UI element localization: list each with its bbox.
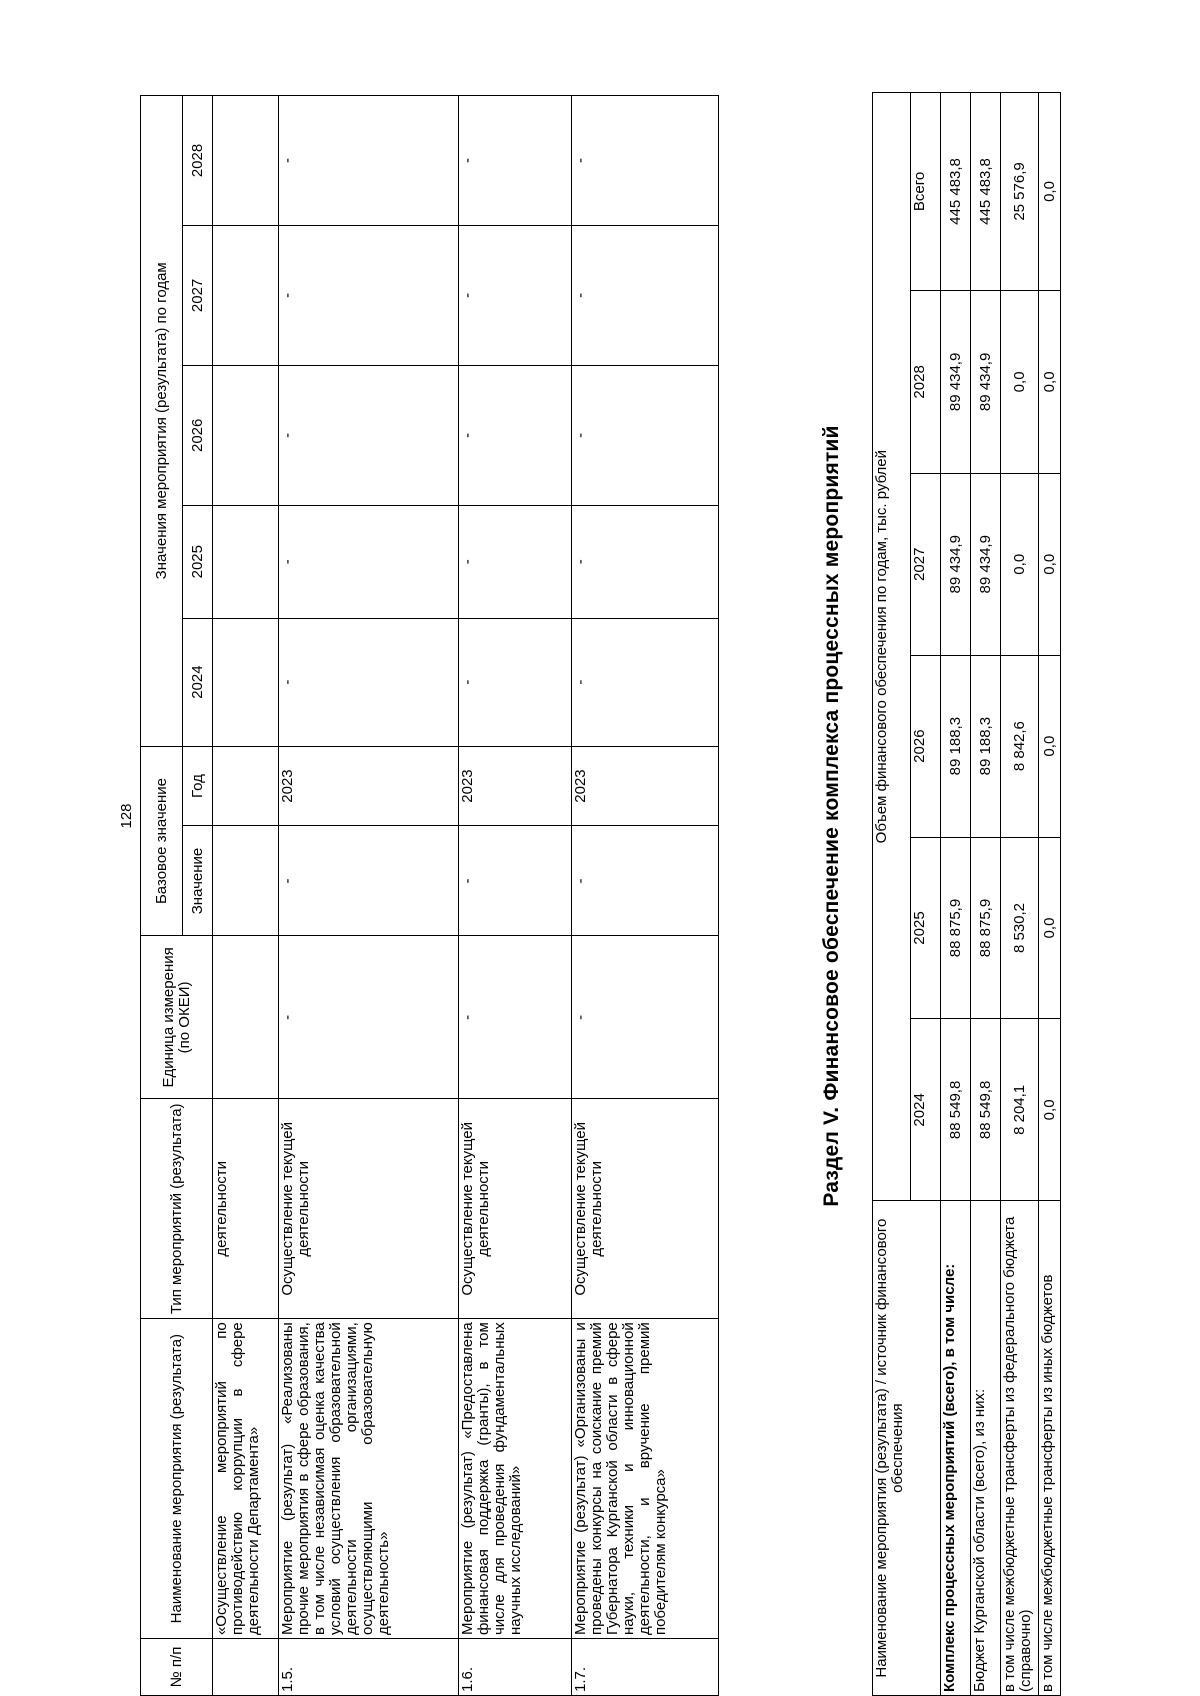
row-2027: 0,0 bbox=[1039, 473, 1061, 655]
activities-table bbox=[140, 95, 719, 1696]
col-name-header: Наименование мероприятия (результата) bbox=[141, 1319, 213, 1639]
col-2027-header: 2027 bbox=[183, 225, 213, 365]
row-unit: - bbox=[279, 936, 459, 1099]
col-base-header: Базовое значение bbox=[141, 746, 183, 936]
row-2028: - bbox=[572, 96, 719, 226]
row-2027: - bbox=[459, 225, 572, 365]
row-2026: 0,0 bbox=[1039, 655, 1061, 837]
row-2024: 88 549,8 bbox=[941, 1019, 971, 1201]
row-2027: - bbox=[279, 225, 459, 365]
row-2028: 0,0 bbox=[1001, 290, 1039, 473]
row-total: 0,0 bbox=[1039, 93, 1061, 291]
row-base-year: 2023 bbox=[572, 746, 719, 826]
col-values-header: Значения мероприятия (результата) по годам bbox=[141, 96, 183, 747]
row-2026: - bbox=[279, 365, 459, 505]
row-type: Осуществление текущей деятельности bbox=[279, 1099, 459, 1319]
row-name: Мероприятие (результат) «Предоставлена финансовая поддержка (гранты), в том числе для проведения фундаментальных научных исследований» bbox=[459, 1319, 572, 1639]
table-row bbox=[1039, 93, 1061, 1696]
row-2026: 8 842,6 bbox=[1001, 655, 1039, 837]
col-2025-header: 2025 bbox=[183, 505, 213, 618]
col-2028-header: 2028 bbox=[911, 290, 941, 473]
table-row bbox=[941, 93, 971, 1696]
row-base-year: 2023 bbox=[459, 746, 572, 826]
col-source-header: Наименование мероприятия (результата) / источник финансового обеспечения bbox=[873, 1201, 941, 1696]
col-base-year-header: Год bbox=[183, 746, 213, 826]
row-name: «Осуществление мероприятий по противодействию коррупции в сфере деятельности Департамента» bbox=[213, 1319, 279, 1639]
row-2025: 8 530,2 bbox=[1001, 837, 1039, 1019]
row-name: Мероприятие (результат) «Организованы и проведены конкурсы на соискание премий Губернатора Курганской области в сфере науки, техники и инновационной деятельности, и вручение премий победителям конкурса» bbox=[572, 1319, 719, 1639]
row-2026: 89 188,3 bbox=[971, 655, 1001, 837]
row-2027: 0,0 bbox=[1001, 473, 1039, 655]
table-row bbox=[213, 96, 279, 1696]
row-base-value: - bbox=[572, 826, 719, 936]
row-2028: - bbox=[279, 96, 459, 226]
row-num: 1.7. bbox=[572, 1639, 719, 1696]
col-2024-header: 2024 bbox=[911, 1019, 941, 1201]
row-total: 445 483,8 bbox=[971, 93, 1001, 291]
row-unit: - bbox=[572, 936, 719, 1099]
row-2028: 89 434,9 bbox=[941, 290, 971, 473]
row-2028: 89 434,9 bbox=[971, 290, 1001, 473]
row-2025: - bbox=[459, 505, 572, 618]
section-title: Раздел V. Финансовое обеспечение комплекса процессных мероприятий bbox=[820, 425, 843, 1207]
row-unit bbox=[213, 936, 279, 1099]
col-total-header: Всего bbox=[911, 93, 941, 291]
row-2027: - bbox=[572, 225, 719, 365]
row-2025: - bbox=[572, 505, 719, 618]
col-2025-header: 2025 bbox=[911, 837, 941, 1019]
row-source: в том числе межбюджетные трансферты из иных бюджетов bbox=[1039, 1201, 1061, 1696]
row-2024: 8 204,1 bbox=[1001, 1019, 1039, 1201]
row-2024 bbox=[213, 618, 279, 746]
row-base-value bbox=[213, 826, 279, 936]
col-volume-header: Объем финансового обеспечения по годам, тыс. рублей bbox=[873, 93, 911, 1201]
row-source: в том числе межбюджетные трансферты из федерального бюджета (справочно) bbox=[1001, 1201, 1039, 1696]
row-num bbox=[213, 1639, 279, 1696]
row-2025: - bbox=[279, 505, 459, 618]
row-type: деятельности bbox=[213, 1099, 279, 1319]
row-2028: 0,0 bbox=[1039, 290, 1061, 473]
col-2028-header: 2028 bbox=[183, 96, 213, 226]
row-2027: 89 434,9 bbox=[971, 473, 1001, 655]
row-source: Бюджет Курганской области (всего), из них: bbox=[971, 1201, 1001, 1696]
row-base-year bbox=[213, 746, 279, 826]
row-base-value: - bbox=[279, 826, 459, 936]
row-2025: 0,0 bbox=[1039, 837, 1061, 1019]
row-type: Осуществление текущей деятельности bbox=[459, 1099, 572, 1319]
row-2025: 88 875,9 bbox=[941, 837, 971, 1019]
financing-table bbox=[872, 92, 1061, 1696]
row-base-year: 2023 bbox=[279, 746, 459, 826]
row-2026: - bbox=[459, 365, 572, 505]
row-2024: - bbox=[459, 618, 572, 746]
row-2028 bbox=[213, 96, 279, 226]
col-2026-header: 2026 bbox=[911, 655, 941, 837]
row-2028: - bbox=[459, 96, 572, 226]
table-row bbox=[1001, 93, 1039, 1696]
row-2027: 89 434,9 bbox=[941, 473, 971, 655]
col-2026-header: 2026 bbox=[183, 365, 213, 505]
col-base-value-header: Значение bbox=[183, 826, 213, 936]
row-2026: 89 188,3 bbox=[941, 655, 971, 837]
row-num: 1.6. bbox=[459, 1639, 572, 1696]
row-base-value: - bbox=[459, 826, 572, 936]
page-number: 128 bbox=[118, 803, 135, 829]
col-2027-header: 2027 bbox=[911, 473, 941, 655]
table-row bbox=[279, 96, 459, 1696]
row-name: Мероприятие (результат) «Реализованы прочие мероприятия в сфере образования, в том числе независимая оценка качества условий осуществления образовательной деятельности организациями, осуществляющими образовательную деятельность» bbox=[279, 1319, 459, 1639]
table-row bbox=[971, 93, 1001, 1696]
row-2025: 88 875,9 bbox=[971, 837, 1001, 1019]
row-num: 1.5. bbox=[279, 1639, 459, 1696]
row-2024: 88 549,8 bbox=[971, 1019, 1001, 1201]
row-type: Осуществление текущей деятельности bbox=[572, 1099, 719, 1319]
row-2025 bbox=[213, 505, 279, 618]
col-num-header: № п/п bbox=[141, 1639, 213, 1696]
col-unit-header: Единица измерения (по ОКЕИ) bbox=[141, 936, 213, 1099]
col-type-header: Тип мероприятий (результата) bbox=[141, 1099, 213, 1319]
row-2024: - bbox=[572, 618, 719, 746]
row-total: 445 483,8 bbox=[941, 93, 971, 291]
row-2026 bbox=[213, 365, 279, 505]
col-2024-header: 2024 bbox=[183, 618, 213, 746]
table-row bbox=[572, 96, 719, 1696]
row-total: 25 576,9 bbox=[1001, 93, 1039, 291]
row-source: Комплекс процессных мероприятий (всего), в том числе: bbox=[941, 1201, 971, 1696]
table-row bbox=[459, 96, 572, 1696]
row-2027 bbox=[213, 225, 279, 365]
row-unit: - bbox=[459, 936, 572, 1099]
row-2024: - bbox=[279, 618, 459, 746]
row-2026: - bbox=[572, 365, 719, 505]
row-2024: 0,0 bbox=[1039, 1019, 1061, 1201]
